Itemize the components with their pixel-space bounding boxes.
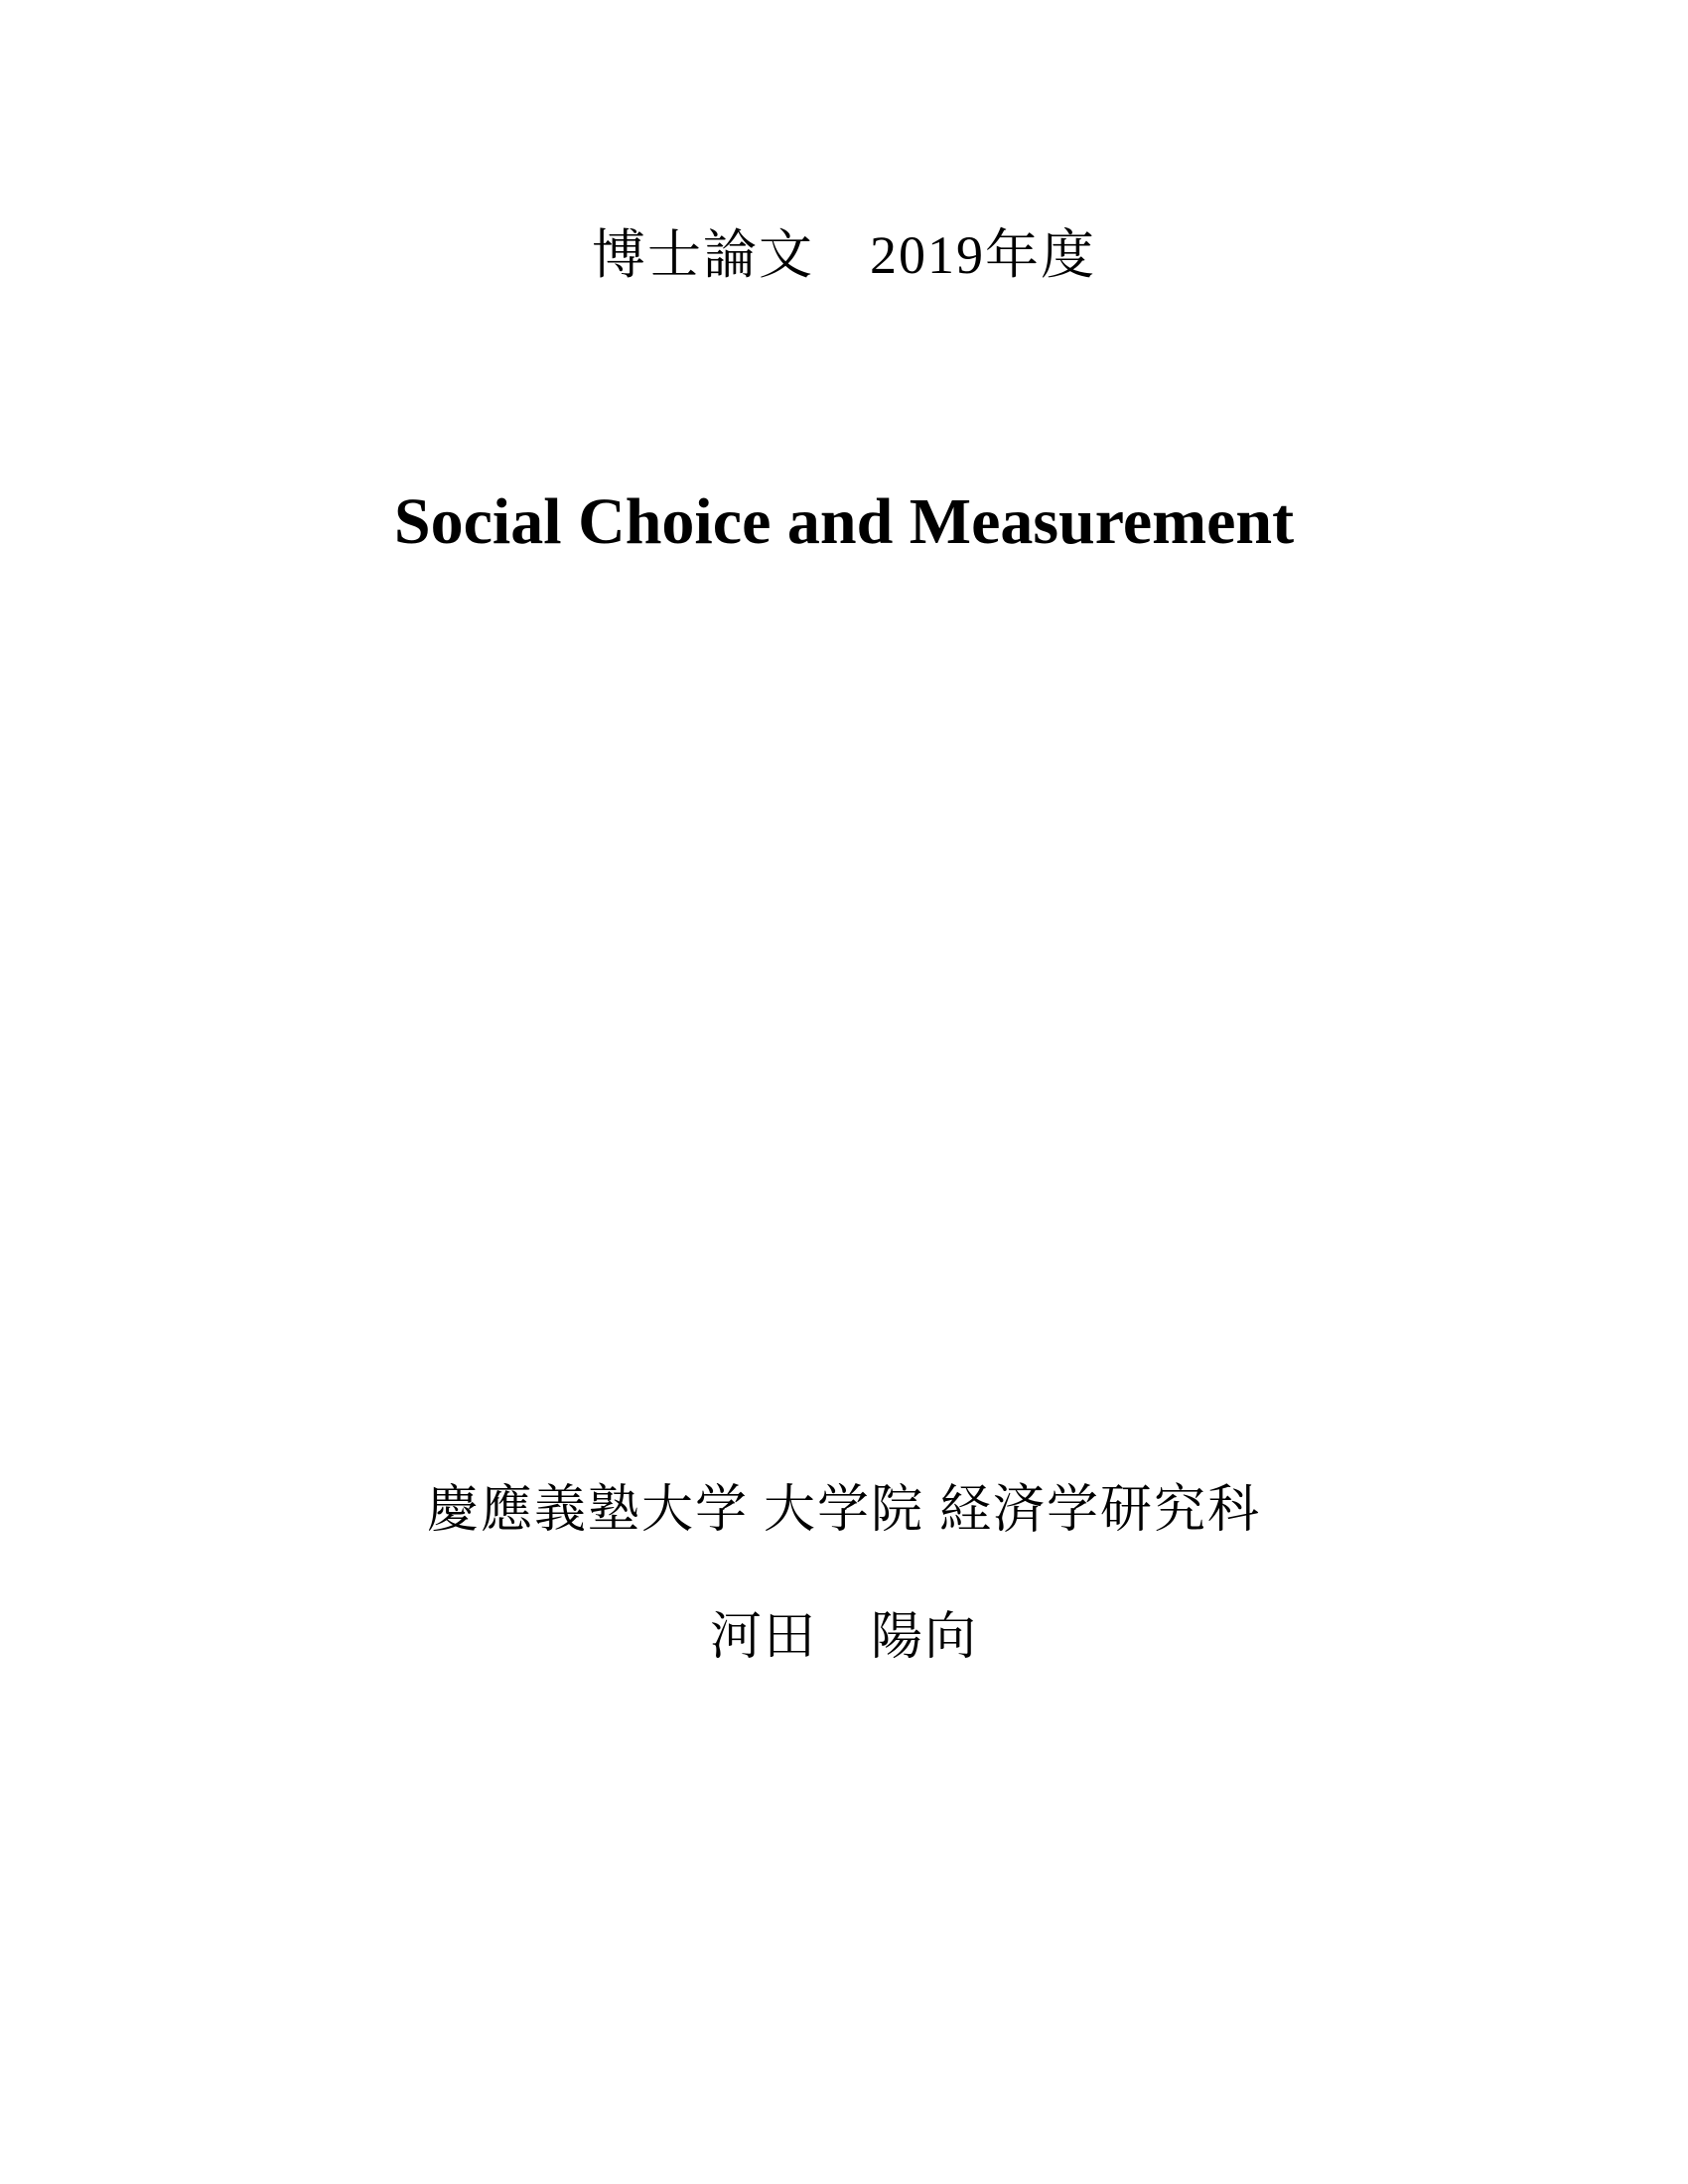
university-affiliation: 慶應義塾大学 大学院 経済学研究科 bbox=[426, 1482, 1261, 1539]
author-name: 河田 陽向 bbox=[709, 1609, 978, 1666]
thesis-title: Social Choice and Measurement bbox=[393, 485, 1295, 558]
thesis-type-and-year: 博士論文 2019年度 bbox=[592, 225, 1096, 285]
